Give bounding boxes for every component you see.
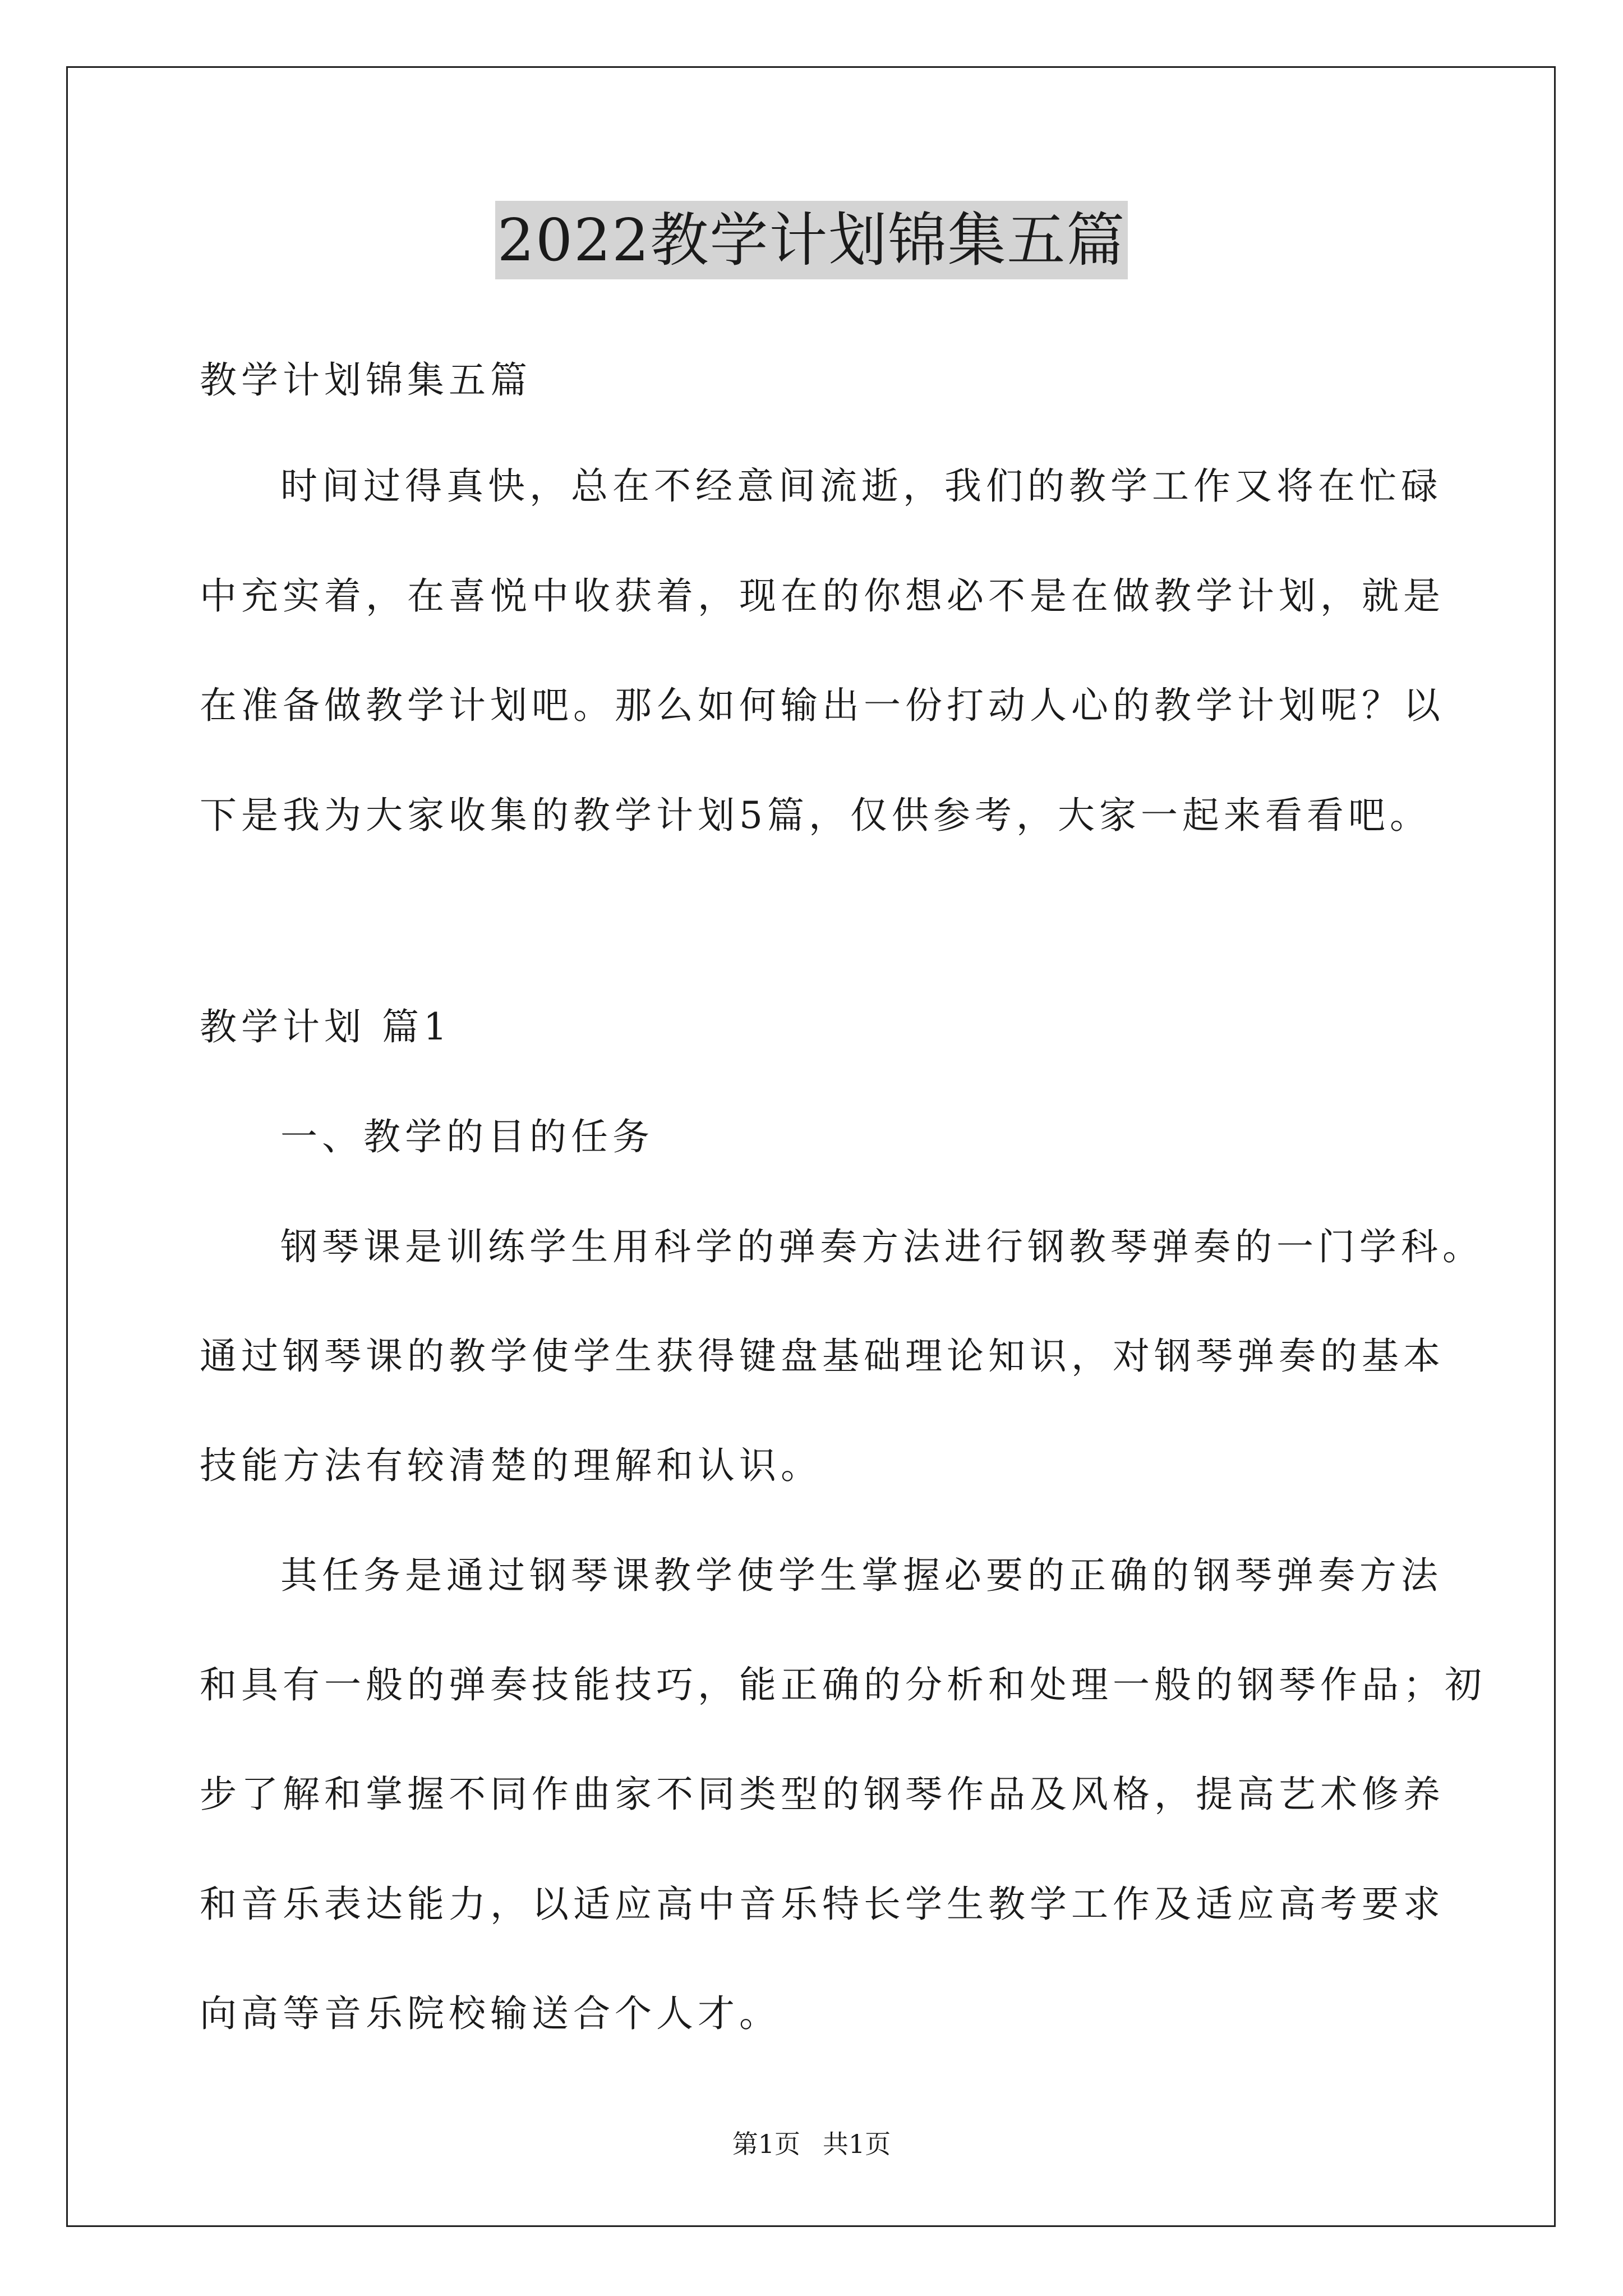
paragraph-line: 通过钢琴课的教学使学生获得键盘基础理论知识，对钢琴弹奏的基本 xyxy=(200,1335,1445,1378)
page-footer xyxy=(0,2127,1623,2161)
paragraph-line: 技能方法有较清楚的理解和认识。 xyxy=(200,1444,822,1487)
document-title: 2022教学计划锦集五篇 xyxy=(495,201,1128,279)
intro-line: 下是我为大家收集的教学计划5篇，仅供参考，大家一起来看看吧。 xyxy=(200,794,1431,837)
paragraph-line: 步了解和掌握不同作曲家不同类型的钢琴作品及风格，提高艺术修养 xyxy=(200,1773,1445,1816)
paragraph-line: 其任务是通过钢琴课教学使学生掌握必要的正确的钢琴弹奏方法 xyxy=(280,1554,1442,1597)
page-number: 第1页 xyxy=(732,2129,800,2159)
document-subtitle: 教学计划锦集五篇 xyxy=(200,358,532,402)
subsection-heading: 一、教学的目的任务 xyxy=(280,1115,654,1158)
intro-line: 时间过得真快，总在不经意间流逝，我们的教学工作又将在忙碌 xyxy=(280,464,1442,508)
page-total: 共1页 xyxy=(823,2129,891,2159)
paragraph-line: 和具有一般的弹奏技能技巧，能正确的分析和处理一般的钢琴作品；初 xyxy=(200,1663,1486,1706)
title-container xyxy=(0,201,1623,279)
paragraph-line: 向高等音乐院校输送合个人才。 xyxy=(200,1992,781,2035)
intro-line: 在准备做教学计划吧。那么如何输出一份打动人心的教学计划呢？以 xyxy=(200,684,1445,727)
paragraph-line: 和音乐表达能力，以适应高中音乐特长学生教学工作及适应高考要求 xyxy=(200,1883,1445,1926)
intro-line: 中充实着，在喜悦中收获着，现在的你想必不是在做教学计划，就是 xyxy=(200,574,1445,618)
paragraph-line: 钢琴课是训练学生用科学的弹奏方法进行钢教琴弹奏的一门学科。 xyxy=(280,1225,1484,1268)
section-heading: 教学计划 篇1 xyxy=(200,1005,451,1048)
